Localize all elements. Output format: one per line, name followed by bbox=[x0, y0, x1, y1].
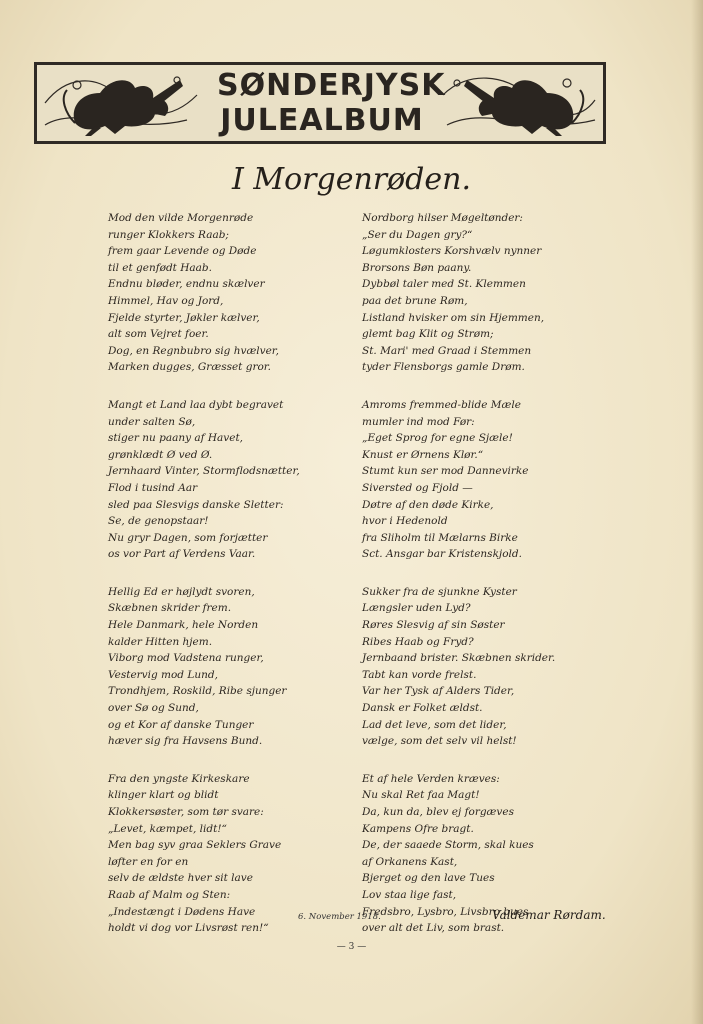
verse-line: Røres Slesvig af sin Søster bbox=[362, 619, 505, 632]
verse-line: „Eget Sprog for egne Sjæle! bbox=[362, 432, 513, 445]
verse-line: Fjelde styrter, Jøkler kælver, bbox=[108, 311, 260, 324]
verse-line: Mangt et Land laa dybt begravet bbox=[108, 398, 284, 411]
verse-line: Vestervig mod Lund, bbox=[108, 668, 218, 681]
verse-line: Dansk er Folket ældst. bbox=[362, 702, 483, 715]
verse-line: Kampens Ofre bragt. bbox=[362, 822, 474, 835]
right-lion-emblem bbox=[442, 68, 592, 138]
verse-line: grønklædt Ø ved Ø. bbox=[108, 448, 213, 461]
verse-line: Var her Tysk af Alders Tider, bbox=[362, 685, 515, 698]
verse-line: Dog, en Regnbubro sig hvælver, bbox=[108, 344, 280, 357]
verse-line: af Orkanens Kast, bbox=[362, 855, 458, 868]
verse-line: Løgumklosters Korshvælv nynner bbox=[362, 245, 542, 258]
verse-line: „Ser du Dagen gry?“ bbox=[362, 228, 473, 241]
verse-line: Skæbnen skrider frem. bbox=[108, 602, 232, 615]
verse-line: Mod den vilde Morgenrøde bbox=[108, 212, 254, 224]
verse-line: stiger nu paany af Havet, bbox=[108, 432, 243, 445]
verse-line: Marken dugges, Græsset gror. bbox=[108, 361, 272, 374]
verse-line: Døtre af den døde Kirke, bbox=[362, 498, 494, 511]
stanza bbox=[108, 397, 338, 563]
verse-line: St. Mari' med Graad i Stemmen bbox=[362, 344, 532, 357]
verse-line: Jernbaand brister. Skæbnen skrider. bbox=[362, 652, 556, 665]
stanza bbox=[362, 397, 602, 563]
verse-line: hvor i Hedenold bbox=[362, 515, 448, 528]
verse-line: holdt vi dog vor Livsrøst ren!“ bbox=[108, 922, 269, 935]
page-edge-shadow bbox=[691, 0, 703, 1024]
verse-line: Dybbøl taler med St. Klemmen bbox=[362, 278, 526, 291]
verse-line: Ribes Haab og Fryd? bbox=[362, 635, 474, 648]
verse-line: Nu gryr Dagen, som forjætter bbox=[108, 531, 268, 544]
banner-title-line1: SØNDERJYSK bbox=[217, 68, 446, 103]
verse-line: Flod i tusind Aar bbox=[108, 481, 198, 494]
verse-line: Da, kun da, blev ej forgæves bbox=[362, 806, 514, 818]
verse-line: Fredsbro, Lysbro, Livsbro bues bbox=[362, 905, 529, 918]
verse-line: Fra den yngste Kirkeskare bbox=[108, 772, 250, 785]
verse-line: Raab af Malm og Sten: bbox=[108, 888, 231, 901]
page-number: — 3 — bbox=[336, 942, 367, 952]
verse-line: til et genfødt Haab. bbox=[108, 261, 212, 274]
verse-line: over Sø og Sund, bbox=[108, 702, 199, 715]
verse-line: Sukker fra de sjunkne Kyster bbox=[362, 585, 517, 598]
stanza bbox=[108, 584, 338, 750]
verse-line: Nu skal Ret faa Magt! bbox=[362, 789, 480, 802]
verse-line: Et af hele Verden kræves: bbox=[362, 772, 500, 785]
verse-line: Tabt kan vorde frelst. bbox=[362, 668, 477, 681]
poem-title: I Morgenrøden. bbox=[231, 162, 471, 197]
verse-line: Sct. Ansgar bar Kristenskjold. bbox=[362, 548, 522, 561]
verse-line: Endnu bløder, endnu skælver bbox=[108, 278, 265, 291]
verse-line: og et Kor af danske Tunger bbox=[108, 718, 254, 731]
verse-line: klinger klart og blidt bbox=[108, 789, 219, 802]
verse-line: „Indestængt i Dødens Have bbox=[108, 905, 256, 918]
verse-line: Men bag syv graa Seklers Grave bbox=[108, 839, 282, 852]
verse-line: hæver sig fra Havsens Bund. bbox=[108, 735, 263, 748]
verse-line: Klokkersøster, som tør svare: bbox=[108, 806, 264, 818]
poem-left-column bbox=[108, 210, 338, 958]
verse-line: Lad det leve, som det lider, bbox=[362, 718, 507, 731]
verse-line: løfter en for en bbox=[108, 855, 189, 868]
banner-title-line2: JULEALBUM bbox=[220, 103, 424, 138]
verse-line: Se, de genopstaar! bbox=[108, 515, 209, 528]
poem-author: Valdemar Rørdam. bbox=[492, 908, 606, 922]
verse-line: Jernhaard Vinter, Stormflodsnætter, bbox=[108, 465, 300, 478]
poem-date: 6. November 1918. bbox=[298, 912, 381, 922]
verse-line: Brorsons Bøn paany. bbox=[362, 261, 472, 274]
verse-line: kalder Hitten hjem. bbox=[108, 635, 213, 648]
verse-line: over alt det Liv, som brast. bbox=[362, 922, 505, 935]
verse-line: Trondhjem, Roskild, Ribe sjunger bbox=[108, 685, 287, 698]
verse-line: fra Sliholm til Mælarns Birke bbox=[362, 531, 518, 544]
verse-line: Viborg mod Vadstena runger, bbox=[108, 652, 264, 665]
verse-line: Hellig Ed er højlydt svoren, bbox=[108, 585, 255, 598]
verse-line: Knust er Ørnens Klør.“ bbox=[362, 448, 484, 461]
verse-line: „Levet, kæmpet, lidt!“ bbox=[108, 822, 227, 835]
verse-line: glemt bag Klit og Strøm; bbox=[362, 328, 494, 341]
verse-line: Amroms fremmed-blide Mæle bbox=[362, 398, 521, 411]
verse-line: Bjerget og den lave Tues bbox=[362, 872, 495, 885]
stanza bbox=[362, 210, 602, 376]
stanza bbox=[362, 584, 602, 750]
verse-line: Siversted og Fjold — bbox=[362, 481, 473, 494]
verse-line: Nordborg hilser Møgeltønder: bbox=[362, 212, 523, 224]
verse-line: os vor Part af Verdens Vaar. bbox=[108, 548, 256, 561]
left-lion-emblem bbox=[55, 68, 205, 138]
verse-line: Hele Danmark, hele Norden bbox=[108, 619, 259, 632]
verse-line: tyder Flensborgs gamle Drøm. bbox=[362, 361, 525, 374]
verse-line: paa det brune Røm, bbox=[362, 294, 468, 307]
verse-line: Lov staa lige fast, bbox=[362, 888, 457, 901]
verse-line: sled paa Slesvigs danske Sletter: bbox=[108, 498, 284, 511]
verse-line: alt som Vejret foer. bbox=[108, 328, 209, 341]
header-banner bbox=[34, 62, 606, 144]
verse-line: Længsler uden Lyd? bbox=[362, 602, 471, 615]
verse-line: Stumt kun ser mod Dannevirke bbox=[362, 465, 529, 478]
verse-line: Listland hvisker om sin Hjemmen, bbox=[362, 311, 545, 324]
verse-line: frem gaar Levende og Døde bbox=[108, 245, 257, 258]
poem-right-column bbox=[362, 210, 602, 958]
verse-line: selv de ældste hver sit lave bbox=[108, 872, 253, 885]
verse-line: runger Klokkers Raab; bbox=[108, 228, 229, 241]
verse-line: Himmel, Hav og Jord, bbox=[108, 294, 224, 307]
verse-line: De, der saaede Storm, skal kues bbox=[362, 839, 534, 852]
verse-line: under salten Sø, bbox=[108, 415, 196, 428]
verse-line: mumler ind mod Før: bbox=[362, 415, 475, 428]
verse-line: vælge, som det selv vil helst! bbox=[362, 735, 517, 748]
stanza bbox=[108, 210, 338, 376]
